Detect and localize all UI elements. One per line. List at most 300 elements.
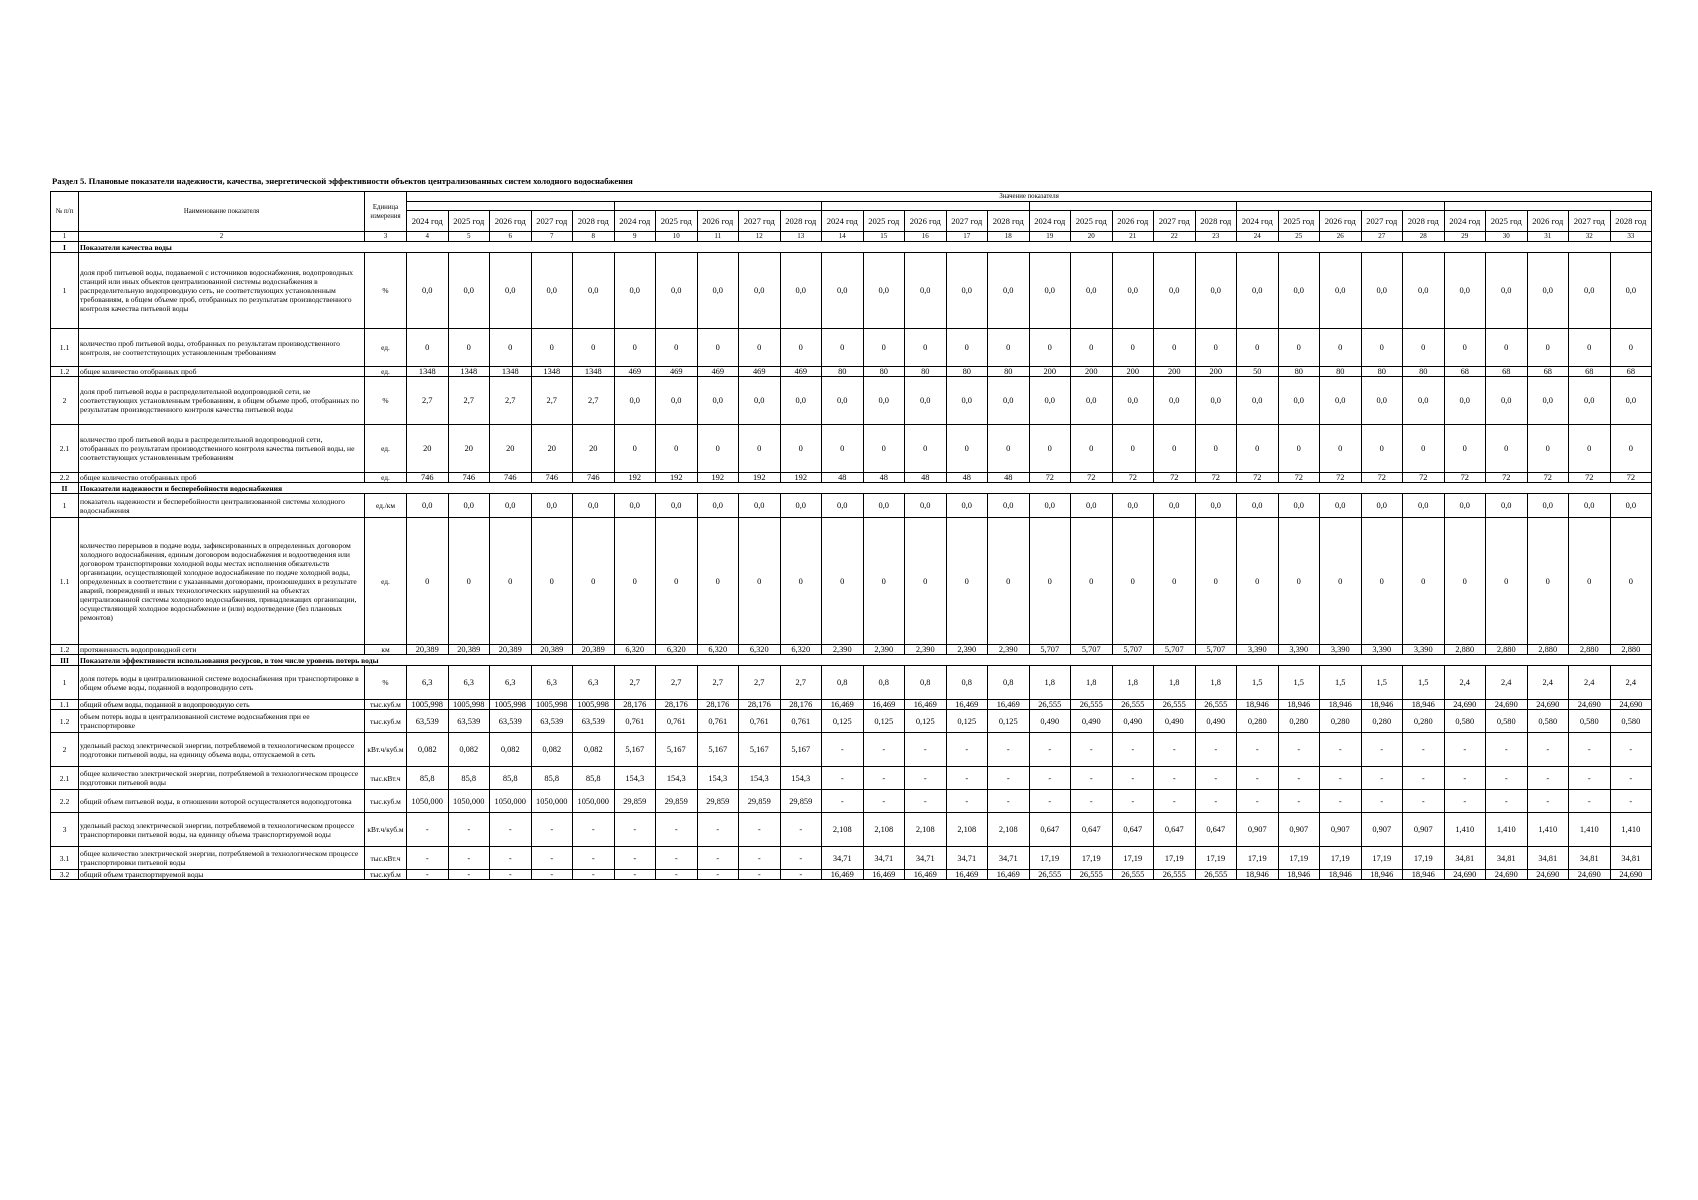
value-cell: 6,3 (448, 666, 490, 700)
value-cell: - (490, 870, 532, 880)
header-year: 2025 год (863, 211, 905, 232)
header-year: 2027 год (1154, 211, 1196, 232)
value-cell: 200 (1154, 367, 1196, 377)
value-cell: 16,469 (863, 870, 905, 880)
value-cell: 80 (822, 367, 864, 377)
value-cell: 0,082 (490, 733, 532, 767)
row-number: 3 (51, 813, 79, 847)
value-cell: 6,320 (780, 645, 822, 655)
value-cell: 2,390 (988, 645, 1030, 655)
value-cell: 0,0 (988, 494, 1030, 518)
value-cell: 24,690 (1527, 870, 1569, 880)
value-cell: 200 (1112, 367, 1154, 377)
value-cell: 0 (1195, 425, 1237, 473)
value-cell: 2,4 (1527, 666, 1569, 700)
value-cell: 746 (407, 473, 449, 483)
value-cell: 29,859 (614, 790, 656, 813)
value-cell: - (1569, 733, 1611, 767)
value-cell: 0,0 (1237, 253, 1279, 329)
indicator-name: количество перерывов в подаче воды, зафиксированных в определенных договором холодного водоснабжения, единым договором водоснабжения и водоотведения или договором транспортировки холодной воды местах исполнения обязательств организации, осуществляющей холодное водоснабжение по подаче холодной воды, определенных в соответствии с указанными договорами, произошедших в результате аварий, повреждений и иных технологических нарушений на объектах централизованной системы холодного водоснабжения, принадлежащих организации, осуществляющей холодное водоснабжение и (или) водоотведение (без плановых ремонтов) (79, 518, 365, 645)
value-cell: 0,0 (1403, 494, 1445, 518)
value-cell: 26,555 (1154, 870, 1196, 880)
value-cell: 0,0 (946, 253, 988, 329)
value-cell: 17,19 (1071, 847, 1113, 870)
value-cell: 63,539 (531, 710, 573, 733)
value-cell: 0,0 (1278, 377, 1320, 425)
value-cell: 192 (780, 473, 822, 483)
column-number: 4 (407, 232, 449, 242)
value-cell: 26,555 (1071, 700, 1113, 710)
value-cell: 0,647 (1112, 813, 1154, 847)
column-number: 12 (739, 232, 781, 242)
header-year: 2027 год (1361, 211, 1403, 232)
value-cell: 0,280 (1278, 710, 1320, 733)
value-cell: 80 (863, 367, 905, 377)
value-cell: - (1154, 767, 1196, 790)
value-cell: - (1278, 733, 1320, 767)
value-cell: 0,0 (1444, 253, 1486, 329)
value-cell: 0 (946, 518, 988, 645)
value-cell: 1,8 (1029, 666, 1071, 700)
value-cell: - (614, 847, 656, 870)
column-number: 27 (1361, 232, 1403, 242)
value-cell: 0 (531, 518, 573, 645)
value-cell: 85,8 (531, 767, 573, 790)
value-cell: 0 (1403, 518, 1445, 645)
value-cell: 28,176 (614, 700, 656, 710)
value-cell: - (1071, 767, 1113, 790)
value-cell: 6,3 (531, 666, 573, 700)
value-cell: 0 (656, 518, 698, 645)
value-cell: - (1029, 733, 1071, 767)
value-cell: - (656, 870, 698, 880)
value-cell: 0 (822, 329, 864, 367)
table-row (51, 847, 1652, 870)
value-cell: 0 (988, 425, 1030, 473)
value-cell: 0,0 (1071, 253, 1113, 329)
value-cell: 80 (1403, 367, 1445, 377)
header-year: 2026 год (1112, 211, 1154, 232)
row-number: 2.2 (51, 790, 79, 813)
value-cell: 0,0 (1071, 494, 1113, 518)
section-number: I (51, 242, 79, 253)
value-cell: 0 (1278, 518, 1320, 645)
value-cell: 2,7 (780, 666, 822, 700)
value-cell: 85,8 (490, 767, 532, 790)
value-cell: 80 (905, 367, 947, 377)
value-cell: 18,946 (1320, 700, 1362, 710)
value-cell: 6,3 (490, 666, 532, 700)
value-cell: 1050,000 (448, 790, 490, 813)
value-cell: 18,946 (1361, 870, 1403, 880)
table-row (51, 870, 1652, 880)
value-cell: 2,880 (1610, 645, 1652, 655)
value-cell: 2,7 (697, 666, 739, 700)
value-cell: 16,469 (822, 870, 864, 880)
unit-cell: ед. (365, 329, 407, 367)
value-cell: 0,280 (1320, 710, 1362, 733)
value-cell: - (863, 767, 905, 790)
value-cell: 5,707 (1195, 645, 1237, 655)
value-cell: 0,0 (407, 494, 449, 518)
value-cell: 0,8 (863, 666, 905, 700)
column-number: 2 (79, 232, 365, 242)
value-cell: 1,410 (1527, 813, 1569, 847)
header-year: 2027 год (1569, 211, 1611, 232)
value-cell: 34,71 (905, 847, 947, 870)
value-cell: - (1361, 733, 1403, 767)
value-cell: 5,707 (1071, 645, 1113, 655)
unit-cell: тыс.кВт.ч (365, 767, 407, 790)
unit-cell: тыс.кВт.ч (365, 847, 407, 870)
value-cell: - (1403, 733, 1445, 767)
value-cell: 20 (448, 425, 490, 473)
value-cell: 20 (407, 425, 449, 473)
value-cell: - (1195, 733, 1237, 767)
value-cell: 0 (1527, 518, 1569, 645)
value-cell: 0,647 (1029, 813, 1071, 847)
value-cell: 16,469 (946, 870, 988, 880)
table-row (51, 813, 1652, 847)
value-cell: 72 (1527, 473, 1569, 483)
section-number: III (51, 655, 79, 666)
value-cell: 0,280 (1237, 710, 1279, 733)
value-cell: 63,539 (573, 710, 615, 733)
value-cell: 29,859 (656, 790, 698, 813)
value-cell: 2,7 (407, 377, 449, 425)
value-cell: 200 (1029, 367, 1071, 377)
value-cell: - (448, 870, 490, 880)
value-cell: - (1444, 733, 1486, 767)
value-cell: 0,761 (614, 710, 656, 733)
value-cell: 1348 (407, 367, 449, 377)
value-cell: 0,0 (490, 494, 532, 518)
value-cell: 85,8 (573, 767, 615, 790)
value-cell: 0 (1403, 425, 1445, 473)
value-cell: 0,0 (1112, 494, 1154, 518)
value-cell: 0,0 (1320, 494, 1362, 518)
value-cell: 28,176 (739, 700, 781, 710)
value-cell: 5,707 (1154, 645, 1196, 655)
value-cell: 0,907 (1278, 813, 1320, 847)
section-title: Показатели качества воды (79, 242, 1652, 253)
column-number: 25 (1278, 232, 1320, 242)
header-year: 2028 год (780, 211, 822, 232)
value-cell: 0,0 (1071, 377, 1113, 425)
value-cell: 0 (1569, 425, 1611, 473)
value-cell: 0 (863, 425, 905, 473)
header-year: 2025 год (448, 211, 490, 232)
value-cell: 24,690 (1610, 700, 1652, 710)
header-group (1029, 202, 1237, 211)
value-cell: 0,280 (1403, 710, 1445, 733)
section-title: Показатели эффективности использования ресурсов, в том числе уровень потерь воды (79, 655, 1652, 666)
value-cell: 17,19 (1112, 847, 1154, 870)
value-cell: - (780, 813, 822, 847)
value-cell: 0 (573, 329, 615, 367)
header-year: 2026 год (1527, 211, 1569, 232)
value-cell: - (1444, 767, 1486, 790)
column-number: 1 (51, 232, 79, 242)
value-cell: 0 (1278, 329, 1320, 367)
unit-cell: % (365, 253, 407, 329)
value-cell: 0,490 (1112, 710, 1154, 733)
table-row (51, 329, 1652, 367)
value-cell: - (1610, 767, 1652, 790)
value-cell: - (1071, 790, 1113, 813)
column-number: 13 (780, 232, 822, 242)
value-cell: 0,0 (1610, 377, 1652, 425)
column-number: 23 (1195, 232, 1237, 242)
value-cell: 154,3 (780, 767, 822, 790)
indicator-name: общее количество электрической энергии, потребляемой в технологическом процессе транспортировки питьевой воды (79, 847, 365, 870)
value-cell: 0,580 (1610, 710, 1652, 733)
header-year: 2024 год (1029, 211, 1071, 232)
value-cell: 34,81 (1444, 847, 1486, 870)
indicator-name: общее количество отобранных проб (79, 367, 365, 377)
value-cell: - (407, 813, 449, 847)
value-cell: 0 (1237, 425, 1279, 473)
value-cell: 1348 (448, 367, 490, 377)
value-cell: 2,108 (946, 813, 988, 847)
row-number: 3.1 (51, 847, 79, 870)
value-cell: 26,555 (1195, 700, 1237, 710)
column-number: 21 (1112, 232, 1154, 242)
value-cell: 0,8 (988, 666, 1030, 700)
column-number: 19 (1029, 232, 1071, 242)
value-cell: 34,81 (1486, 847, 1528, 870)
value-cell: 0,0 (1320, 377, 1362, 425)
value-cell: 0,0 (1112, 377, 1154, 425)
indicator-name: протяженность водопроводной сети (79, 645, 365, 655)
value-cell: 746 (490, 473, 532, 483)
value-cell: - (1112, 733, 1154, 767)
value-cell: 26,555 (1029, 870, 1071, 880)
value-cell: 0 (614, 518, 656, 645)
value-cell: 0,0 (1569, 494, 1611, 518)
value-cell: 0 (1237, 518, 1279, 645)
value-cell: 1,410 (1610, 813, 1652, 847)
value-cell: 0 (1154, 329, 1196, 367)
value-cell: - (1237, 790, 1279, 813)
value-cell: - (1403, 790, 1445, 813)
unit-cell: % (365, 377, 407, 425)
value-cell: 5,167 (614, 733, 656, 767)
column-number: 11 (697, 232, 739, 242)
header-year: 2028 год (1610, 211, 1652, 232)
value-cell: 2,880 (1527, 645, 1569, 655)
indicator-name: общее количество электрической энергии, потребляемой в технологическом процессе подготовки питьевой воды (79, 767, 365, 790)
header-year: 2024 год (1444, 211, 1486, 232)
value-cell: 26,555 (1112, 700, 1154, 710)
value-cell: 0 (822, 518, 864, 645)
value-cell: - (448, 813, 490, 847)
value-cell: 18,946 (1320, 870, 1362, 880)
value-cell: 0 (946, 425, 988, 473)
value-cell: 5,167 (697, 733, 739, 767)
header-year: 2026 год (905, 211, 947, 232)
value-cell: 68 (1569, 367, 1611, 377)
value-cell: 3,390 (1278, 645, 1320, 655)
value-cell: - (946, 790, 988, 813)
value-cell: - (1278, 790, 1320, 813)
value-cell: 0 (1029, 425, 1071, 473)
value-cell: 0,0 (988, 253, 1030, 329)
value-cell: 2,7 (573, 377, 615, 425)
value-cell: - (988, 767, 1030, 790)
value-cell: - (822, 767, 864, 790)
value-cell: - (1361, 767, 1403, 790)
indicator-name: общее количество отобранных проб (79, 473, 365, 483)
column-number: 30 (1486, 232, 1528, 242)
value-cell: 24,690 (1486, 870, 1528, 880)
value-cell: 2,4 (1444, 666, 1486, 700)
value-cell: 0,0 (988, 377, 1030, 425)
value-cell: 0,0 (1029, 494, 1071, 518)
indicator-name: доля проб питьевой воды, подаваемой с источников водоснабжения, водопроводных станций или иных объектов централизованной системы водоснабжения в распределительную водопроводную сеть, не соответствующих установленным требованиям, в общем объеме проб, отобранных по результатам производственного контроля качества питьевой воды (79, 253, 365, 329)
value-cell: 3,390 (1320, 645, 1362, 655)
value-cell: 0 (407, 518, 449, 645)
value-cell: 0 (531, 329, 573, 367)
header-unit: Единица измерения (365, 192, 407, 232)
header-year: 2028 год (573, 211, 615, 232)
value-cell: - (1486, 733, 1528, 767)
header-year: 2028 год (1195, 211, 1237, 232)
value-cell: 0 (863, 329, 905, 367)
value-cell: 18,946 (1361, 700, 1403, 710)
value-cell: 0 (1444, 329, 1486, 367)
value-cell: - (407, 847, 449, 870)
value-cell: 0,0 (1486, 494, 1528, 518)
value-cell: 72 (1237, 473, 1279, 483)
value-cell: - (531, 870, 573, 880)
value-cell: 0,761 (697, 710, 739, 733)
indicator-name: показатель надежности и бесперебойности централизованной системы холодного водоснабжения (79, 494, 365, 518)
value-cell: 29,859 (780, 790, 822, 813)
value-cell: 0 (490, 329, 532, 367)
column-number: 5 (448, 232, 490, 242)
value-cell: 0 (1029, 329, 1071, 367)
value-cell: 0,0 (1195, 494, 1237, 518)
header-group (1237, 202, 1445, 211)
row-number: 1.1 (51, 329, 79, 367)
unit-cell: ед. (365, 473, 407, 483)
value-cell: 0 (490, 518, 532, 645)
table-row (51, 666, 1652, 700)
column-number: 22 (1154, 232, 1196, 242)
table-row (51, 473, 1652, 483)
value-cell: 20,389 (531, 645, 573, 655)
value-cell: 0,0 (822, 253, 864, 329)
value-cell: 2,108 (905, 813, 947, 847)
value-cell: 0,125 (863, 710, 905, 733)
value-cell: 63,539 (490, 710, 532, 733)
header-year: 2027 год (531, 211, 573, 232)
value-cell: 0,082 (573, 733, 615, 767)
unit-cell: ед./км (365, 494, 407, 518)
value-cell: 0,0 (1527, 253, 1569, 329)
value-cell: 1005,998 (531, 700, 573, 710)
value-cell: - (780, 847, 822, 870)
value-cell: 26,555 (1112, 870, 1154, 880)
value-cell: 469 (656, 367, 698, 377)
value-cell: 5,167 (656, 733, 698, 767)
value-cell: 80 (1361, 367, 1403, 377)
value-cell: 17,19 (1320, 847, 1362, 870)
row-number: 1.2 (51, 367, 79, 377)
value-cell: - (448, 847, 490, 870)
value-cell: 48 (905, 473, 947, 483)
value-cell: 0 (1071, 518, 1113, 645)
value-cell: 0,490 (1195, 710, 1237, 733)
value-cell: - (1112, 790, 1154, 813)
value-cell: 17,19 (1403, 847, 1445, 870)
value-cell: 0,125 (905, 710, 947, 733)
value-cell: 192 (614, 473, 656, 483)
value-cell: 0,082 (448, 733, 490, 767)
header-year: 2025 год (1278, 211, 1320, 232)
header-group (1444, 202, 1652, 211)
value-cell: 0 (1486, 518, 1528, 645)
value-cell: 20,389 (490, 645, 532, 655)
indicator-name: количество проб питьевой воды, отобранных по результатам производственного контроля, не соответствующих установленным требованиям (79, 329, 365, 367)
column-number: 32 (1569, 232, 1611, 242)
value-cell: 0,0 (739, 377, 781, 425)
value-cell: 2,108 (988, 813, 1030, 847)
value-cell: 0,0 (1320, 253, 1362, 329)
value-cell: - (573, 870, 615, 880)
value-cell: 0 (739, 329, 781, 367)
value-cell: 26,555 (1071, 870, 1113, 880)
value-cell: 63,539 (407, 710, 449, 733)
value-cell: 20,389 (448, 645, 490, 655)
header-number: № п/п (51, 192, 79, 232)
value-cell: 0 (1154, 518, 1196, 645)
value-cell: 24,690 (1569, 870, 1611, 880)
value-cell: 0,0 (1029, 377, 1071, 425)
value-cell: - (697, 813, 739, 847)
value-cell: 0 (1610, 518, 1652, 645)
value-cell: 0 (988, 329, 1030, 367)
value-cell: 0,0 (1361, 253, 1403, 329)
value-cell: 0 (1320, 518, 1362, 645)
table-row (51, 790, 1652, 813)
value-cell: 0 (1195, 518, 1237, 645)
unit-cell: тыс.куб.м (365, 790, 407, 813)
section-row (51, 483, 1652, 494)
value-cell: 200 (1195, 367, 1237, 377)
value-cell: 0,082 (407, 733, 449, 767)
value-cell: - (1029, 767, 1071, 790)
value-cell: 0 (614, 425, 656, 473)
unit-cell: ед. (365, 425, 407, 473)
value-cell: 0,0 (697, 494, 739, 518)
value-cell: 0,0 (697, 253, 739, 329)
table-row (51, 645, 1652, 655)
value-cell: 0,0 (946, 494, 988, 518)
value-cell: 0 (1569, 518, 1611, 645)
value-cell: 0,0 (1237, 494, 1279, 518)
value-cell: 2,7 (531, 377, 573, 425)
indicator-name: удельный расход электрической энергии, потребляемой в технологическом процессе транспортировки питьевой воды, на единицу объема транспортируемой воды (79, 813, 365, 847)
value-cell: - (1361, 790, 1403, 813)
value-cell: 0 (448, 518, 490, 645)
value-cell: 0 (739, 518, 781, 645)
value-cell: 0,0 (1569, 253, 1611, 329)
value-cell: 0,0 (780, 377, 822, 425)
row-number: 1.2 (51, 710, 79, 733)
value-cell: 0 (1071, 329, 1113, 367)
